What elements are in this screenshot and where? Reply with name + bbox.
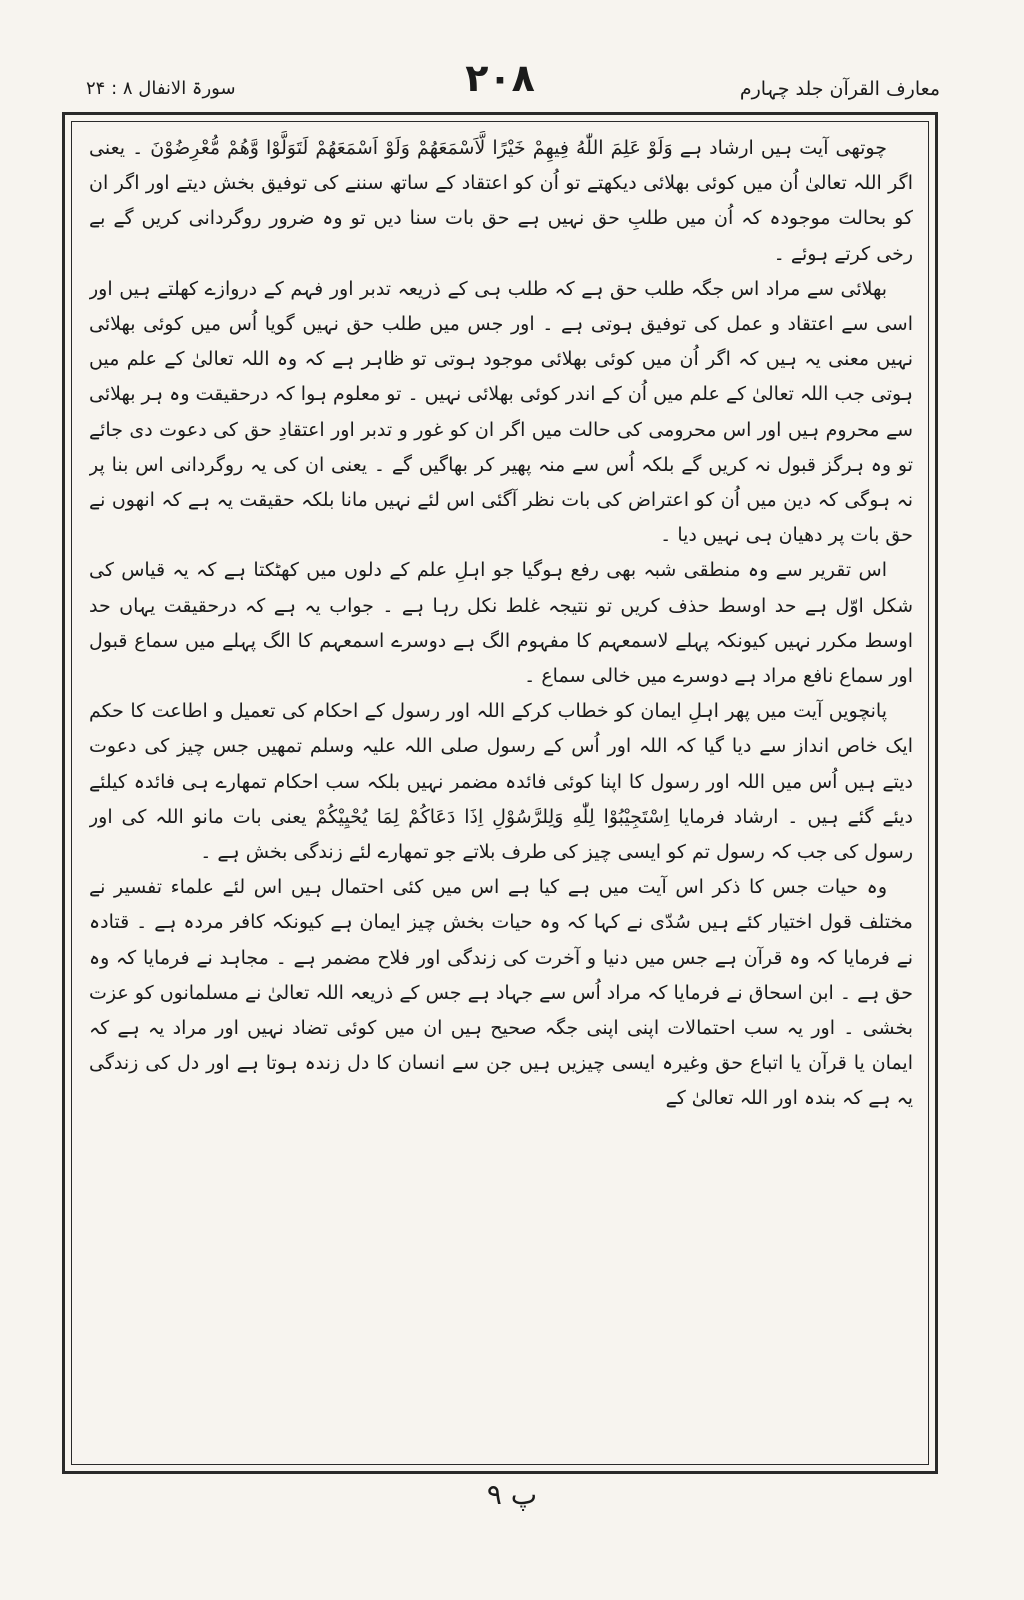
paragraph-1: چوتھی آیت ہیں ارشاد ہے وَلَوْ عَلِمَ اللّٰهُ فِيهِمْ خَيْرًا لَّاَسْمَعَهُمْ وَلَوْ اَسْمَعَهُمْ لَتَوَلَّوْا وَّهُمْ مُّعْرِضُوْنَ ۔ یعنی اگر اللہ تعالیٰ اُن میں کوئی بھلائی دیکھتے تو اُن کو اعتقاد کے ساتھ سننے کی توفیق بخش دیتے اور اگر ان کو بحالت موجودہ کہ اُن میں طلبِ حق نہیں ہے حق بات سنا دیں تو وہ ضرور روگردانی کریں گے بے رخی کرتے ہوئے ۔ [89, 137, 913, 265]
book-title: معارف القرآن جلد چہارم [739, 78, 940, 100]
text-frame [62, 112, 938, 1474]
surah-reference: سورۃ الانفال ۸ : ۲۴ [86, 78, 236, 99]
signature-mark: ۹ پ [486, 1478, 538, 1511]
paragraph-4: پانچویں آیت میں پھر اہلِ ایمان کو خطاب کرکے اللہ اور رسول کے احکام کی تعمیل و اطاعت کا حکم ایک خاص انداز سے دیا گیا کہ اللہ اور اُس کے رسول صلی اللہ علیہ وسلم تمھیں جس چیز کی دعوت دیتے ہیں اُس میں اللہ اور رسول کا اپنا کوئی فائدہ مضمر نہیں بلکہ سب احکام تمھارے ہی فائدہ کیلئے دیئے گئے ہیں ۔ ارشاد فرمایا اِسْتَجِيْبُوْا لِلّٰهِ وَلِلرَّسُوْلِ اِذَا دَعَاكُمْ لِمَا يُحْيِيْكُمْ یعنی بات مانو اللہ کی اور رسول کی جب کہ رسول تم کو ایسی چیز کی طرف بلاتے جو تمھارے لئے زندگی بخش ہے ۔ [89, 700, 913, 864]
text-body [89, 131, 913, 1461]
page-number: ۲۰۸ [465, 56, 535, 100]
paragraph-3: اس تقریر سے وہ منطقی شبہ بھی رفع ہوگیا جو اہلِ علم کے دلوں میں کھٹکتا ہے کہ یہ قیاس کی شکل اوّل ہے حد اوسط حذف کریں تو نتیجہ غلط نکل رہا ہے ۔ جواب یہ ہے کہ درحقیقت یہاں حد اوسط مکرر نہیں کیونکہ پہلے لاسمعہم کا مفہوم الگ ہے دوسرے اسمعہم کا الگ پہلے میں سماع قبول اور سماع نافع مراد ہے دوسرے میں خالی سماع ۔ [89, 559, 913, 688]
page-header [60, 56, 940, 110]
paragraph-5: وہ حیات جس کا ذکر اس آیت میں ہے کیا ہے اس میں کئی احتمال ہیں اس لئے علماء تفسیر نے مختلف قول اختیار کئے ہیں سُدّی نے کہا کہ وہ حیات بخش چیز ایمان ہے کیونکہ کافر مردہ ہے ۔ قتادہ نے فرمایا کہ وہ قرآن ہے جس میں دنیا و آخرت کی زندگی اور فلاح مضمر ہے ۔ مجاہد نے فرمایا کہ وہ حق ہے ۔ ابن اسحاق نے فرمایا کہ مراد اُس سے جہاد ہے جس کے ذریعہ اللہ تعالیٰ نے مسلمانوں کو عزت بخشی ۔ اور یہ سب احتمالات اپنی اپنی جگہ صحیح ہیں ان میں کوئی تضاد نہیں اور مراد یہ ہے کہ ایمان یا قرآن یا اتباع حق وغیرہ ایسی چیزیں ہیں جن سے انسان کا دل زندہ ہوتا ہے اور دل کی زندگی یہ ہے کہ بندہ اور اللہ تعالیٰ کے [89, 876, 913, 1110]
paragraph-2: بھلائی سے مراد اس جگہ طلب حق ہے کہ طلب ہی کے ذریعہ تدبر اور فہم کے دروازے کھلتے ہیں اور اسی سے اعتقاد و عمل کی توفیق ہوتی ہے ۔ اور جس میں طلب حق نہیں گویا اُس میں کوئی بھلائی نہیں معنی یہ ہیں کہ اگر اُن میں کوئی بھلائی موجود ہوتی تو ظاہر ہے کہ وہ اللہ تعالیٰ کے علم میں ہوتی جب اللہ تعالیٰ کے علم میں اُن کے اندر کوئی بھلائی نہیں ۔ تو معلوم ہوا کہ درحقیقت وہ ہر بھلائی سے محروم ہیں اور اس محرومی کی حالت میں اگر ان کو غور و تدبر اور اعتقادِ حق کی دعوت دی جائے تو وہ ہرگز قبول نہ کریں گے بلکہ اُس سے منہ پھیر کر بھاگیں گے ۔ یعنی ان کی یہ روگردانی اس بنا پر نہ ہوگی کہ دین میں اُن کو اعتراض کی بات نظر آگئی اس لئے نہیں مانا بلکہ حقیقت یہ ہے کہ انھوں نے حق بات پر دھیان ہی نہیں دیا ۔ [89, 277, 913, 547]
